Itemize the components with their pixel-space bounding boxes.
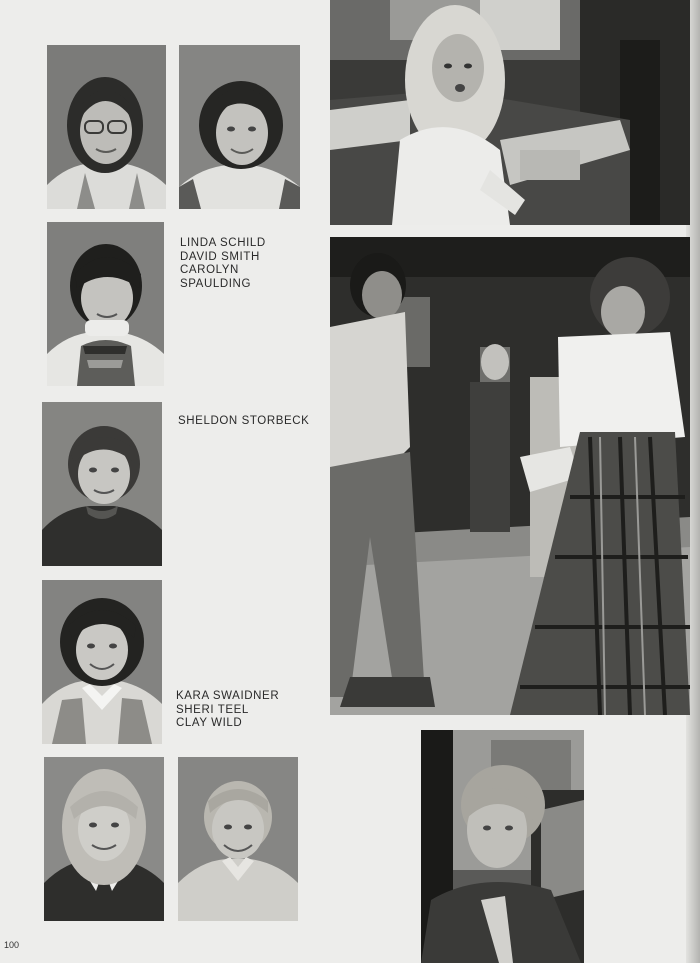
student-name: LINDA SCHILD bbox=[180, 237, 266, 249]
student-name: DAVID SMITH bbox=[180, 250, 260, 263]
student-portrait bbox=[42, 402, 162, 566]
candid-photo-dance bbox=[330, 237, 690, 715]
student-portrait bbox=[47, 222, 164, 386]
student-portrait bbox=[44, 757, 164, 921]
candid-photo-classroom bbox=[330, 0, 690, 225]
student-portrait bbox=[178, 757, 298, 921]
student-name-list bbox=[178, 415, 309, 429]
page-number: 100 bbox=[4, 940, 20, 950]
student-portrait bbox=[47, 45, 166, 209]
student-portrait bbox=[179, 45, 300, 209]
student-name: CLAY WILD bbox=[176, 717, 243, 730]
student-name-list bbox=[176, 690, 279, 731]
candid-photo-student bbox=[421, 730, 584, 963]
student-name: SHELDON STORBECK bbox=[178, 415, 310, 427]
student-name: SHERI TEEL bbox=[176, 703, 249, 716]
student-name: SPAULDING bbox=[180, 277, 252, 290]
student-name: KARA SWAIDNER bbox=[176, 690, 280, 702]
student-name: CAROLYN bbox=[180, 264, 239, 277]
student-portrait bbox=[42, 580, 162, 744]
student-name-list bbox=[180, 237, 266, 291]
